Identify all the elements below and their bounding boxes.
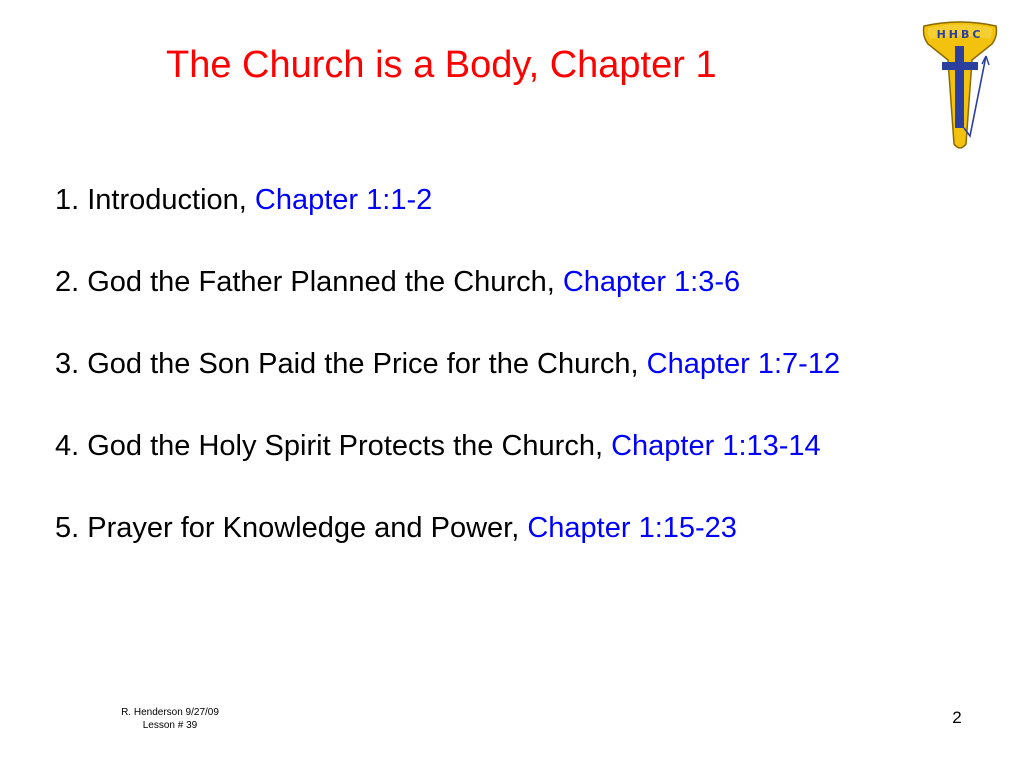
chapter-reference: Chapter 1:7-12 <box>646 348 841 380</box>
footer-lesson: Lesson # 39 <box>142 720 198 731</box>
outline-list <box>55 180 840 590</box>
chapter-reference: Chapter 1:15-23 <box>527 512 737 544</box>
chapter-reference: Chapter 1:13-14 <box>611 430 821 462</box>
logo-text: HHBC <box>936 28 984 41</box>
chapter-reference: Chapter 1:1-2 <box>254 184 433 216</box>
chapter-reference: Chapter 1:3-6 <box>562 266 741 298</box>
outline-item <box>55 262 840 302</box>
hhbc-cross-logo-icon <box>920 20 1000 152</box>
footer-note <box>100 706 240 732</box>
page-number: 2 <box>952 708 962 727</box>
slide-title: The Church is a Body, Chapter 1 <box>166 44 717 86</box>
outline-item-text: 1. Introduction, <box>55 184 247 216</box>
outline-item-text: 4. God the Holy Spirit Protects the Church, <box>55 430 604 462</box>
outline-item-text: 2. God the Father Planned the Church, <box>55 266 555 298</box>
outline-item <box>55 180 840 220</box>
outline-item <box>55 344 840 384</box>
outline-item <box>55 426 840 466</box>
outline-item-text: 5. Prayer for Knowledge and Power, <box>55 512 520 544</box>
footer-author-date: R. Henderson 9/27/09 <box>121 707 219 718</box>
outline-item-text: 3. God the Son Paid the Price for the Church, <box>55 348 639 380</box>
outline-item <box>55 508 840 548</box>
